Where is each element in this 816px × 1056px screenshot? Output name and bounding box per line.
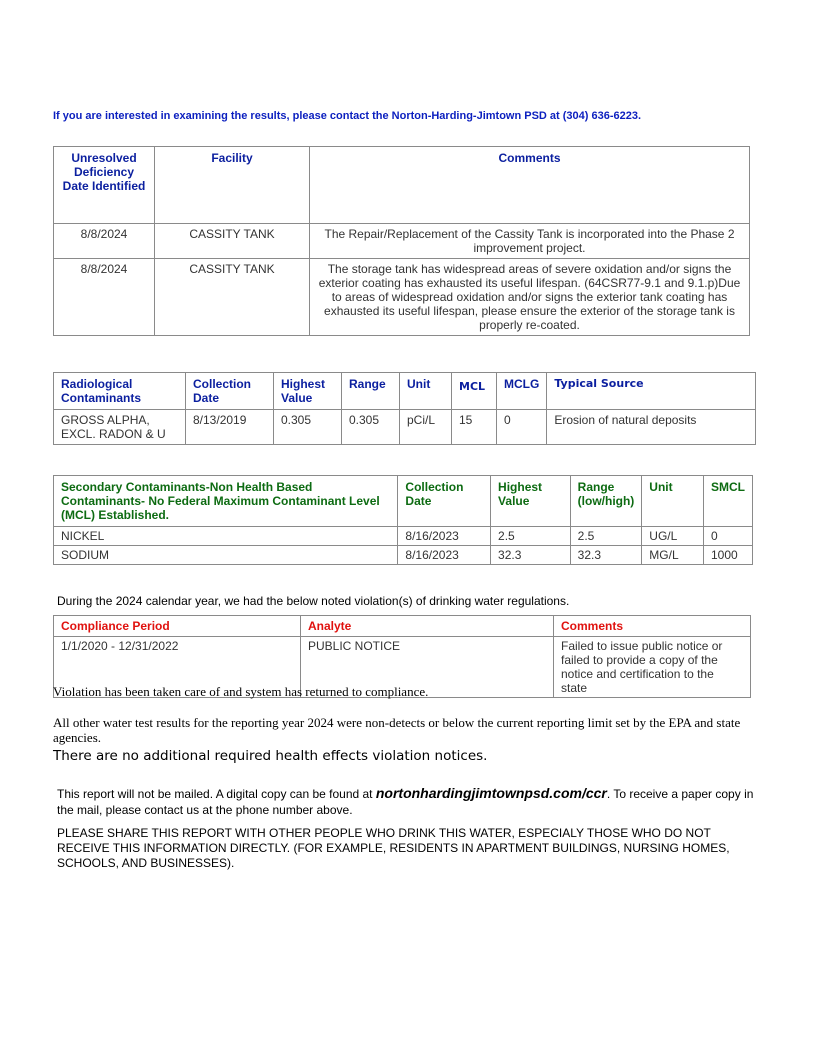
column-header: Typical Source [547, 373, 756, 410]
radiological-table [53, 372, 756, 445]
table-cell: NICKEL [54, 527, 398, 546]
table-cell: CASSITY TANK [155, 259, 310, 336]
table-cell: 2.5 [491, 527, 571, 546]
table-cell: 8/13/2019 [186, 410, 274, 445]
table-cell: 0 [497, 410, 547, 445]
column-header: Unit [642, 476, 704, 527]
table-cell: 0.305 [342, 410, 400, 445]
table-row [54, 224, 750, 259]
table-header-row [54, 616, 751, 637]
table-cell: 8/16/2023 [398, 546, 491, 565]
table-cell: The storage tank has widespread areas of severe oxidation and/or signs the exterior coating has exhausted its useful lifespan. (64CSR77-9.1 and 9.1.p)Due to areas of widespread oxidation and/or signs the exterior tank coating has exhausted its useful lifespan, please ensure the exterior of the storage tank is properly re-coated. [310, 259, 750, 336]
table-header-row [54, 476, 753, 527]
column-header: Radiological Contaminants [54, 373, 186, 410]
table-cell: UG/L [642, 527, 704, 546]
column-header: MCL [452, 373, 497, 410]
share-note: PLEASE SHARE THIS REPORT WITH OTHER PEOPLE WHO DRINK THIS WATER, ESPECIALY THOSE WHO DO NOT RECEIVE THIS INFORMATION DIRECTLY. (FOR EXAMPLE, RESIDENTS IN APARTMENT BUILDINGS, NURSING HOMES, SCHOOLS, AND BUSINESSES). [57, 826, 730, 870]
table-cell: SODIUM [54, 546, 398, 565]
column-header-comments: Comments [310, 147, 750, 224]
table-row [54, 546, 753, 565]
table-cell: Erosion of natural deposits [547, 410, 756, 445]
column-header: Highest Value [491, 476, 571, 527]
contact-note: If you are interested in examining the results, please contact the Norton-Harding-Jimtown PSD at (304) 636-6223. [53, 110, 642, 122]
column-header: Comments [554, 616, 751, 637]
table-cell: 2.5 [570, 527, 642, 546]
deficiency-table [53, 146, 750, 336]
table-cell: The Repair/Replacement of the Cassity Tank is incorporated into the Phase 2 improvement project. [310, 224, 750, 259]
resolved-note: Violation has been taken care of and system has returned to compliance. [53, 684, 429, 699]
column-header: Collection Date [398, 476, 491, 527]
table-cell: 32.3 [491, 546, 571, 565]
column-header: MCLG [497, 373, 547, 410]
table-cell: 8/8/2024 [54, 259, 155, 336]
column-header: Unit [400, 373, 452, 410]
table-header-row [54, 373, 756, 410]
table-cell: pCi/L [400, 410, 452, 445]
column-header: SMCL [704, 476, 753, 527]
column-header: Secondary Contaminants-Non Health Based Contaminants- No Federal Maximum Contaminant Level (MCL) Established. [54, 476, 398, 527]
table-cell: GROSS ALPHA, EXCL. RADON & U [54, 410, 186, 445]
table-cell: Failed to issue public notice or failed to provide a copy of the notice and certification to the state [554, 637, 751, 698]
table-row [54, 259, 750, 336]
table-cell: 8/8/2024 [54, 224, 155, 259]
column-header: Collection Date [186, 373, 274, 410]
mail-note-text: This report will not be mailed. A digital copy can be found at [57, 787, 376, 801]
table-row [54, 410, 756, 445]
table-cell: PUBLIC NOTICE [301, 637, 554, 698]
other-results-note: All other water test results for the reporting year 2024 were non-detects or below the current reporting limit set by the EPA and state agencies. [53, 715, 741, 745]
mail-note [57, 785, 757, 818]
column-header-date: Unresolved Deficiency Date Identified [54, 147, 155, 224]
table-cell: 0.305 [274, 410, 342, 445]
table-cell: 1000 [704, 546, 753, 565]
table-header-row [54, 147, 750, 224]
mail-note-text: . To receive a paper copy in the mail, please contact us at the phone number above. [57, 787, 754, 817]
table-cell: MG/L [642, 546, 704, 565]
column-header: Range (low/high) [570, 476, 642, 527]
table-cell: 32.3 [570, 546, 642, 565]
column-header: Highest Value [274, 373, 342, 410]
no-notices-note: There are no additional required health effects violation notices. [53, 748, 488, 764]
column-header: Analyte [301, 616, 554, 637]
column-header: Range [342, 373, 400, 410]
secondary-contaminants-table [53, 475, 753, 565]
table-cell: 8/16/2023 [398, 527, 491, 546]
website-link[interactable]: nortonhardingjimtownpsd.com/ccr [375, 785, 607, 801]
table-cell: 0 [704, 527, 753, 546]
violation-intro: During the 2024 calendar year, we had the below noted violation(s) of drinking water regulations. [57, 594, 570, 608]
column-header-facility: Facility [155, 147, 310, 224]
table-cell: CASSITY TANK [155, 224, 310, 259]
column-header: Compliance Period [54, 616, 301, 637]
table-row [54, 527, 753, 546]
table-cell: 1/1/2020 - 12/31/2022 [54, 637, 301, 698]
table-cell: 15 [452, 410, 497, 445]
